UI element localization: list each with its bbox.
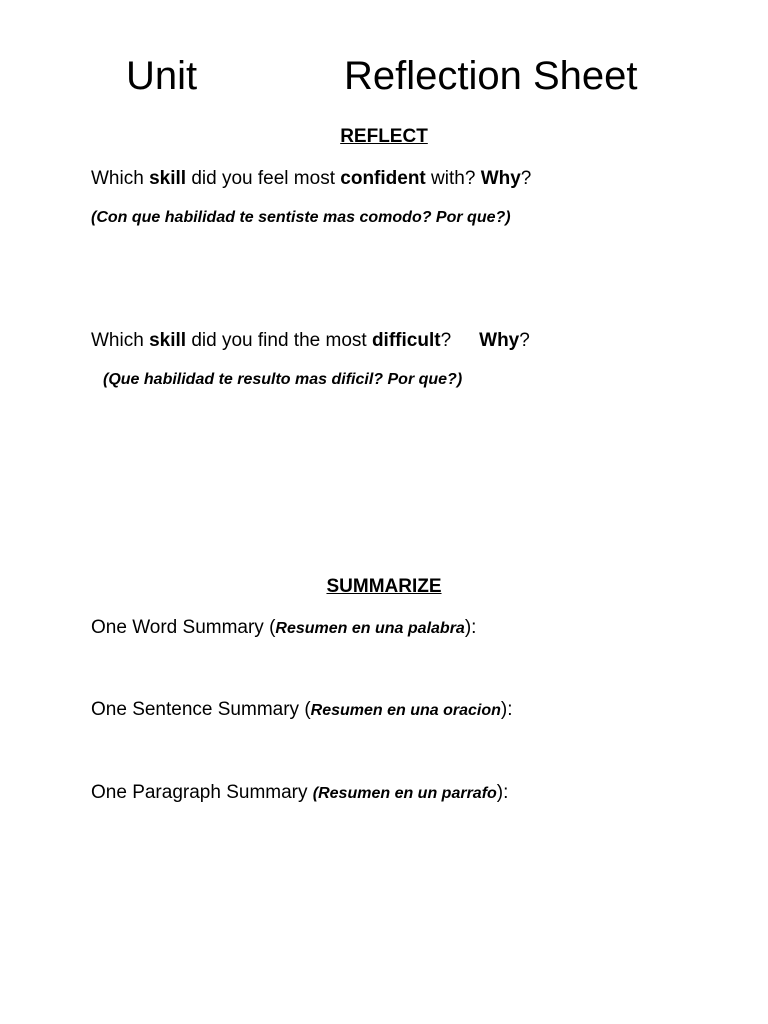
question-text: ?	[440, 330, 452, 351]
summary-end: ):	[500, 699, 513, 720]
translation-difficult: (Que habilidad te resulto mas dificil? Por que?)	[103, 371, 463, 388]
summary-label: One Word Summary (	[91, 617, 276, 638]
title-reflection-sheet: Reflection Sheet	[344, 54, 638, 98]
question-text: Which	[91, 168, 150, 189]
title-unit: Unit	[126, 54, 198, 98]
summary-label: One Sentence Summary (	[91, 699, 311, 720]
question-bold-confident: confident	[340, 168, 426, 189]
question-bold-why: Why	[480, 168, 521, 189]
summary-one-sentence	[91, 698, 513, 723]
question-text: ?	[520, 168, 532, 189]
summary-label: One Paragraph Summary	[91, 782, 313, 803]
question-text: did you find the most	[186, 330, 372, 351]
question-text: ?	[519, 330, 530, 351]
summary-one-word	[91, 616, 476, 641]
question-bold-skill: skill	[149, 330, 187, 351]
summary-one-paragraph	[91, 781, 508, 806]
question-bold-difficult: difficult	[371, 330, 441, 351]
summary-spanish: Resumen en una palabra	[275, 620, 465, 637]
question-bold-skill: skill	[149, 168, 187, 189]
summary-spanish: (Resumen en un parrafo	[312, 785, 497, 802]
reflect-heading: REFLECT	[340, 126, 428, 147]
summary-spanish: Resumen en una oracion	[310, 702, 501, 719]
question-bold-why: Why	[479, 330, 520, 351]
translation-confident: (Con que habilidad te sentiste mas comodo? Por que?)	[91, 209, 511, 226]
question-confident	[91, 167, 531, 191]
question-text: with?	[425, 168, 481, 189]
summary-end: ):	[464, 617, 477, 638]
question-difficult	[91, 329, 530, 353]
question-text: Which	[91, 330, 150, 351]
summarize-heading: SUMMARIZE	[326, 576, 442, 597]
summary-end: ):	[496, 782, 509, 803]
question-text: did you feel most	[186, 168, 341, 189]
